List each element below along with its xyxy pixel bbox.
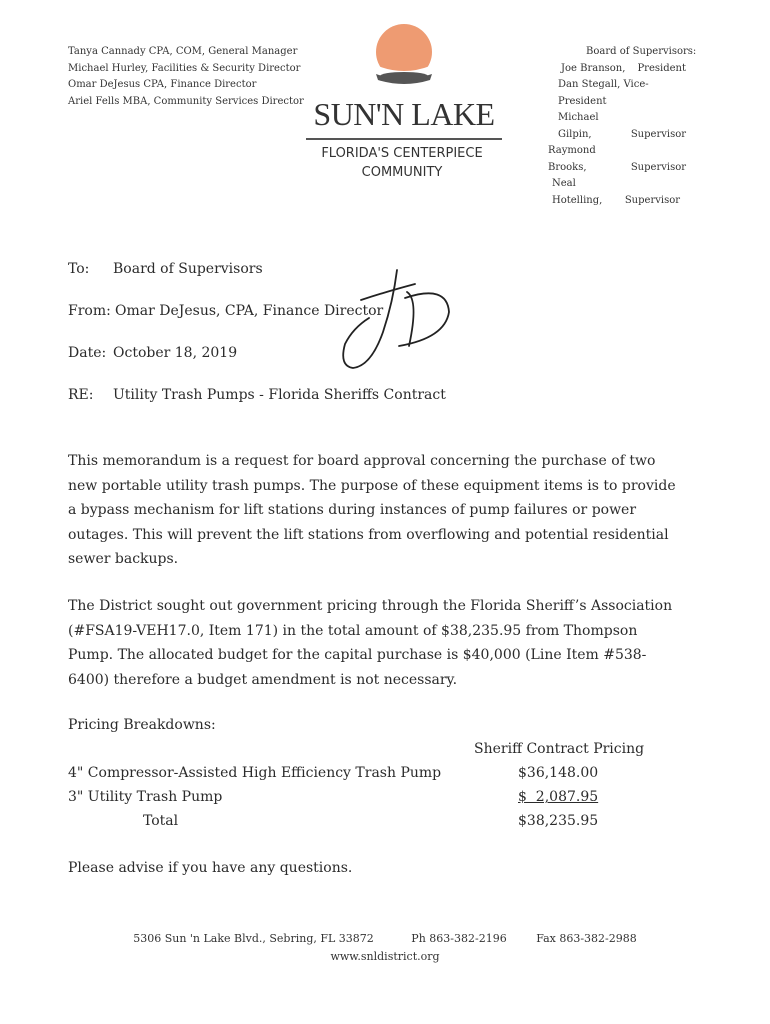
board-member-role: Supervisor <box>630 128 686 140</box>
memo-date-label: Date: <box>68 345 107 361</box>
pricing-item-name: 4" Compressor-Assisted High Efficiency Trash Pump <box>68 765 442 781</box>
board-member <box>548 77 696 110</box>
memo-to-label: To: <box>68 261 90 277</box>
staff-finance-director: Omar DeJesus CPA, Finance Director <box>68 79 257 90</box>
memo-to <box>68 261 263 277</box>
memo-re <box>68 387 446 403</box>
board-list <box>548 44 696 209</box>
pricing-item-price: $ 2,087.95 <box>518 789 599 805</box>
body-paragraph-2: The District sought out government pricing through the Florida Sheriff’s Association (#FSA19-VEH17.0, Item 171) in the total amount of $38,235.95 from Thompson Pump. The allocated budget for the capital purchase is $40,000 (Line Item #538-6400) therefore a budget amendment is not necessary. <box>68 598 673 688</box>
logo-divider <box>306 138 502 140</box>
logo-name: SUN'N LAKE <box>313 96 495 132</box>
board-member-role: President <box>637 62 686 74</box>
board-member-name: Joe Branson, <box>561 62 626 74</box>
memo-date <box>68 345 237 361</box>
board-member <box>548 143 696 176</box>
pricing-item-price: $36,148.00 <box>518 765 599 781</box>
logo-tagline-line-1: FLORIDA'S CENTERPIECE <box>321 146 483 161</box>
staff-general-manager: Tanya Cannady CPA, COM, General Manager <box>68 46 298 57</box>
memo-to-value: Board of Supervisors <box>113 261 263 277</box>
logo-tagline <box>292 144 512 182</box>
board-member-role: Supervisor <box>630 161 686 173</box>
sun-logo-icon <box>372 24 436 86</box>
pricing-total-value: $38,235.95 <box>518 813 599 829</box>
signature-initials-icon <box>335 262 455 382</box>
pricing-title: Pricing Breakdowns: <box>68 717 216 733</box>
footer-fax: Fax 863-382-2988 <box>536 932 637 945</box>
logo-tagline-line-2: COMMUNITY <box>361 165 443 180</box>
board-member <box>548 176 696 209</box>
board-member <box>548 110 696 143</box>
board-member-name: Michael Gilpin, <box>558 112 599 140</box>
board-member-name: Raymond Brooks, <box>548 145 596 173</box>
body-paragraph-1: This memorandum is a request for board approval concerning the purchase of two new portable utility trash pumps. The purpose of these equipment items is to provide a bypass mechanism for lift stations during instances of pump failures or power outages. This will prevent the lift stations from overflowing and potential residential sewer backups. <box>68 453 676 567</box>
board-member <box>548 61 696 78</box>
board-member-role: Supervisor <box>624 194 680 206</box>
footer-website: www.snldistrict.org <box>330 950 440 963</box>
board-title: Board of Supervisors: <box>586 46 697 57</box>
staff-facilities-director: Michael Hurley, Facilities & Security Director <box>68 62 301 74</box>
board-member-name: Dan Stegall, Vice-President <box>558 79 649 107</box>
memo-re-value: Utility Trash Pumps - Florida Sheriffs Contract <box>113 387 446 403</box>
memo-from-value: Omar DeJesus, CPA, Finance Director <box>115 303 384 319</box>
memo-from-label: From: <box>68 303 111 319</box>
footer-contact <box>0 932 770 945</box>
pricing-item-name: 3" Utility Trash Pump <box>68 789 223 805</box>
pricing-total-label: Total <box>143 813 179 829</box>
memo-date-value: October 18, 2019 <box>113 345 238 361</box>
footer-phone: Ph 863-382-2196 <box>411 932 507 945</box>
footer-address: 5306 Sun 'n Lake Blvd., Sebring, FL 33872 <box>133 932 374 945</box>
closing-line: Please advise if you have any questions. <box>68 860 353 876</box>
memo-re-label: RE: <box>68 387 94 403</box>
staff-community-services-director: Ariel Fells MBA, Community Services Director <box>68 95 304 107</box>
board-member-name: Neal Hotelling, <box>552 178 603 206</box>
staff-list <box>68 44 304 110</box>
pricing-column-header: Sheriff Contract Pricing <box>474 741 645 757</box>
